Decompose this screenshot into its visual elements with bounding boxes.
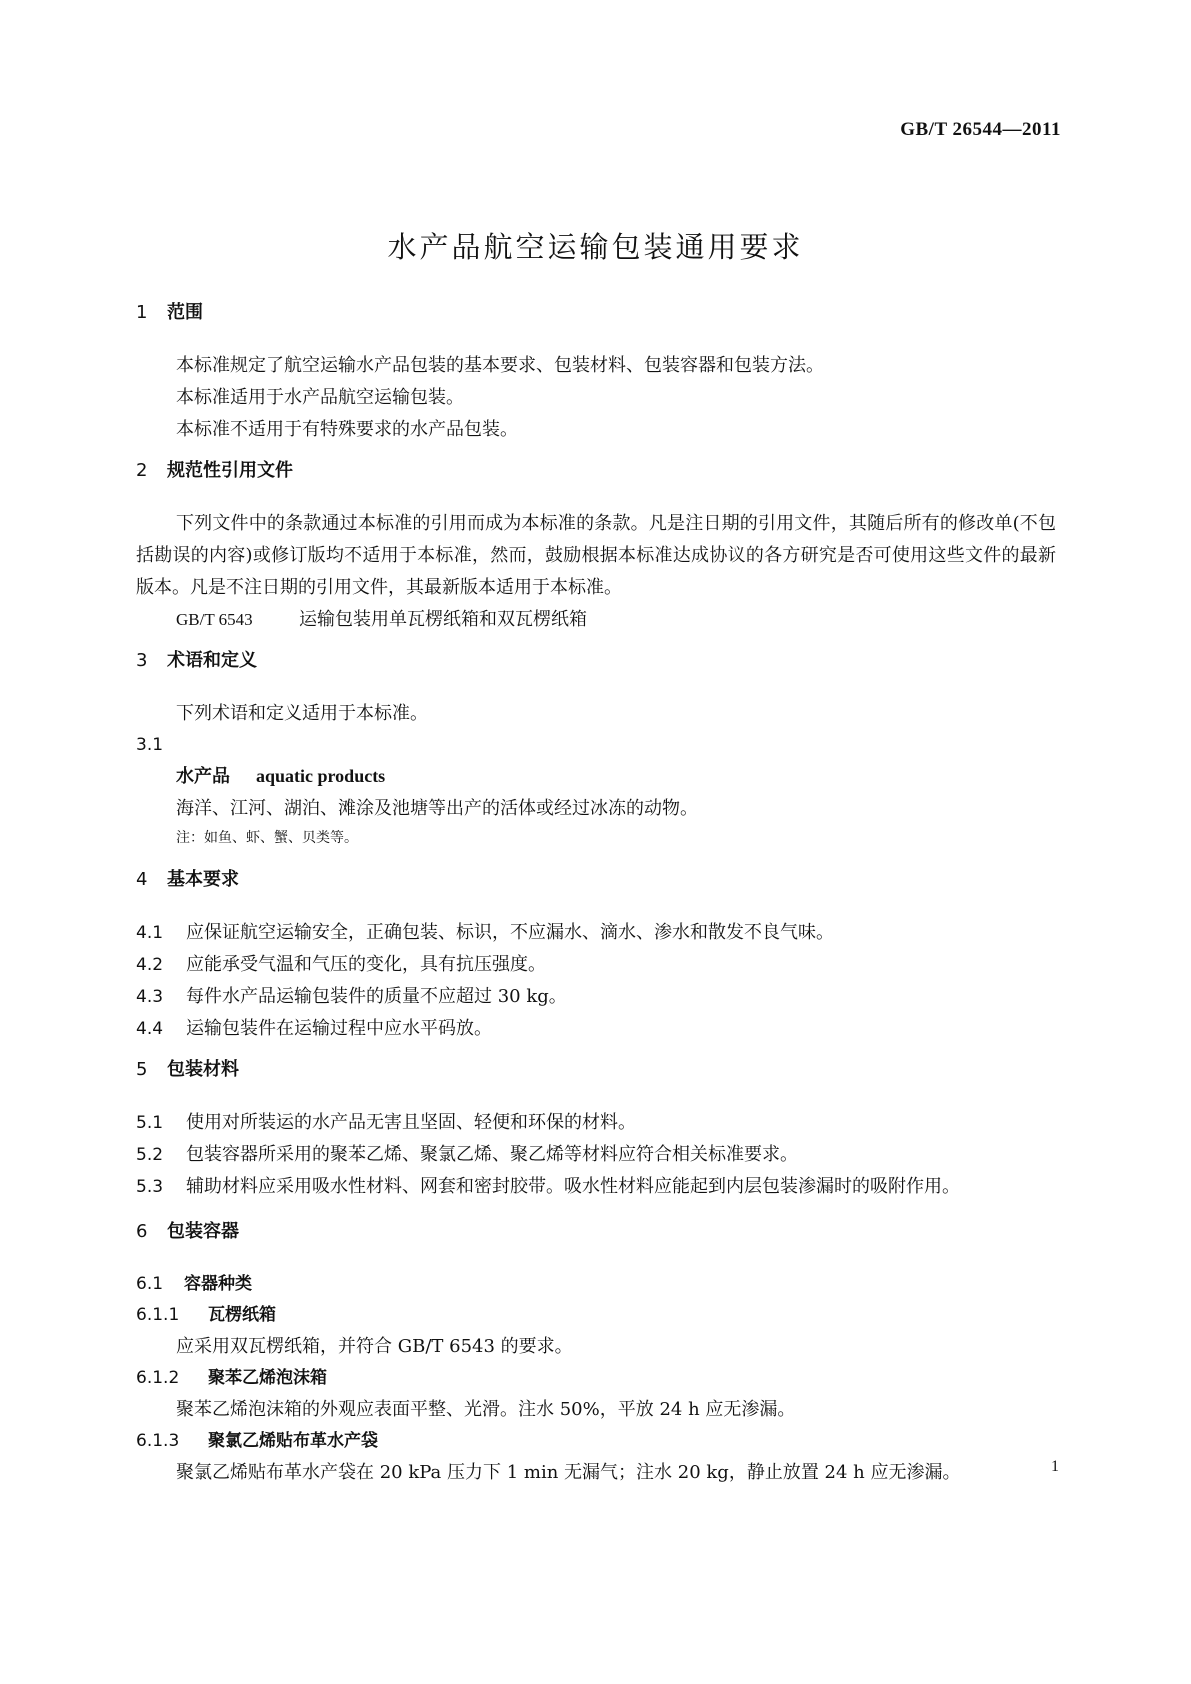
clause <box>136 949 1056 981</box>
paragraph: 本标准规定了航空运输水产品包装的基本要求、包装材料、包装容器和包装方法。 <box>176 355 824 376</box>
clause <box>136 1139 1056 1171</box>
clause-text: 运输包装件在运输过程中应水平码放。 <box>186 1018 492 1039</box>
clause-number: 4.1 <box>136 923 164 943</box>
section-3-heading <box>136 648 1056 674</box>
subsection-number: 6.1 <box>136 1274 164 1294</box>
subsection-heading <box>136 1269 1056 1300</box>
clause-text: 应能承受气温和气压的变化，具有抗压强度。 <box>186 954 546 975</box>
paragraph: 本标准不适用于有特殊要求的水产品包装。 <box>176 419 518 440</box>
clause <box>136 1013 1056 1045</box>
paragraph: 下列文件中的条款通过本标准的引用而成为本标准的条款。凡是注日期的引用文件，其随后所有的修改单(不包括勘误的内容)或修订版均不适用于本标准，然而，鼓励根据本标准达成协议的各方研究是否可使用这些文件的最新版本。凡是不注日期的引用文件，其最新版本适用于本标准。 <box>136 513 1056 598</box>
term-number: 3.1 <box>136 735 164 755</box>
section-1-heading <box>136 300 1056 326</box>
clause-text: 使用对所装运的水产品无害且坚固、轻便和环保的材料。 <box>186 1112 636 1133</box>
clause-text: 应保证航空运输安全，正确包装、标识，不应漏水、滴水、渗水和散发不良气味。 <box>186 922 834 943</box>
section-number: 4 <box>136 869 148 890</box>
clause-number: 4.4 <box>136 1019 164 1039</box>
normative-reference <box>136 604 1056 636</box>
clause-number: 6.1.1 <box>136 1305 180 1325</box>
paragraph: 本标准适用于水产品航空运输包装。 <box>176 387 464 408</box>
clause-title: 聚氯乙烯贴布革水产袋 <box>208 1431 378 1451</box>
term-definition: 海洋、江河、湖泊、滩涂及池塘等出产的活体或经过冰冻的动物。 <box>176 798 698 819</box>
section-2-heading <box>136 458 1056 484</box>
clause-text: 聚氯乙烯贴布革水产袋在 20 kPa 压力下 1 min 无漏气；注水 20 kg，静止放置 24 h 应无渗漏。 <box>176 1462 961 1483</box>
clause <box>136 917 1056 949</box>
page-number: 1 <box>1051 1458 1059 1475</box>
document-title: 水产品航空运输包装通用要求 <box>387 230 804 264</box>
reference-code: GB/T 6543 <box>176 610 253 629</box>
reference-title: 运输包装用单瓦楞纸箱和双瓦楞纸箱 <box>299 609 587 630</box>
clause-heading <box>136 1426 1056 1457</box>
section-title: 术语和定义 <box>167 650 257 671</box>
section-number: 6 <box>136 1221 148 1242</box>
term-note: 注：如鱼、虾、蟹、贝类等。 <box>176 830 358 846</box>
clause-text: 包装容器所采用的聚苯乙烯、聚氯乙烯、聚乙烯等材料应符合相关标准要求。 <box>186 1144 798 1165</box>
subsection-title: 容器种类 <box>184 1274 252 1294</box>
clause-number: 4.3 <box>136 987 164 1007</box>
section-title: 规范性引用文件 <box>167 460 293 481</box>
clause-number: 4.2 <box>136 955 164 975</box>
section-number: 3 <box>136 650 148 671</box>
clause-number: 6.1.2 <box>136 1368 180 1388</box>
clause-title: 聚苯乙烯泡沫箱 <box>208 1368 327 1388</box>
paragraph: 下列术语和定义适用于本标准。 <box>176 703 428 724</box>
clause-text: 辅助材料应采用吸水性材料、网套和密封胶带。吸水性材料应能起到内层包装渗漏时的吸附作用。 <box>186 1176 960 1197</box>
section-title: 包装材料 <box>167 1059 239 1080</box>
clause <box>136 981 1056 1013</box>
section-4-heading <box>136 867 1056 893</box>
clause <box>136 1107 1056 1139</box>
clause-number: 5.3 <box>136 1177 164 1197</box>
clause-text: 每件水产品运输包装件的质量不应超过 30 kg。 <box>186 986 567 1007</box>
term-english: aquatic products <box>256 766 386 786</box>
clause-text: 聚苯乙烯泡沫箱的外观应表面平整、光滑。注水 50%，平放 24 h 应无渗漏。 <box>176 1399 796 1420</box>
clause-text: 应采用双瓦楞纸箱，并符合 GB/T 6543 的要求。 <box>176 1336 573 1357</box>
clause-number: 6.1.3 <box>136 1431 180 1451</box>
clause-heading <box>136 1363 1056 1394</box>
section-5-heading <box>136 1057 1056 1083</box>
clause-title: 瓦楞纸箱 <box>208 1305 276 1325</box>
clause-number: 5.2 <box>136 1145 164 1165</box>
term-name <box>136 760 1056 793</box>
document-body <box>136 300 1056 1489</box>
standard-code: GB/T 26544—2011 <box>900 119 1061 140</box>
clause <box>136 1171 1056 1203</box>
section-title: 范围 <box>167 302 203 323</box>
section-number: 1 <box>136 302 148 323</box>
clause-number: 5.1 <box>136 1113 164 1133</box>
section-title: 基本要求 <box>167 869 239 890</box>
section-6-heading <box>136 1219 1056 1245</box>
clause-heading <box>136 1300 1056 1331</box>
term-chinese: 水产品 <box>176 766 230 787</box>
section-number: 5 <box>136 1059 148 1080</box>
section-title: 包装容器 <box>167 1221 239 1242</box>
section-number: 2 <box>136 460 148 481</box>
